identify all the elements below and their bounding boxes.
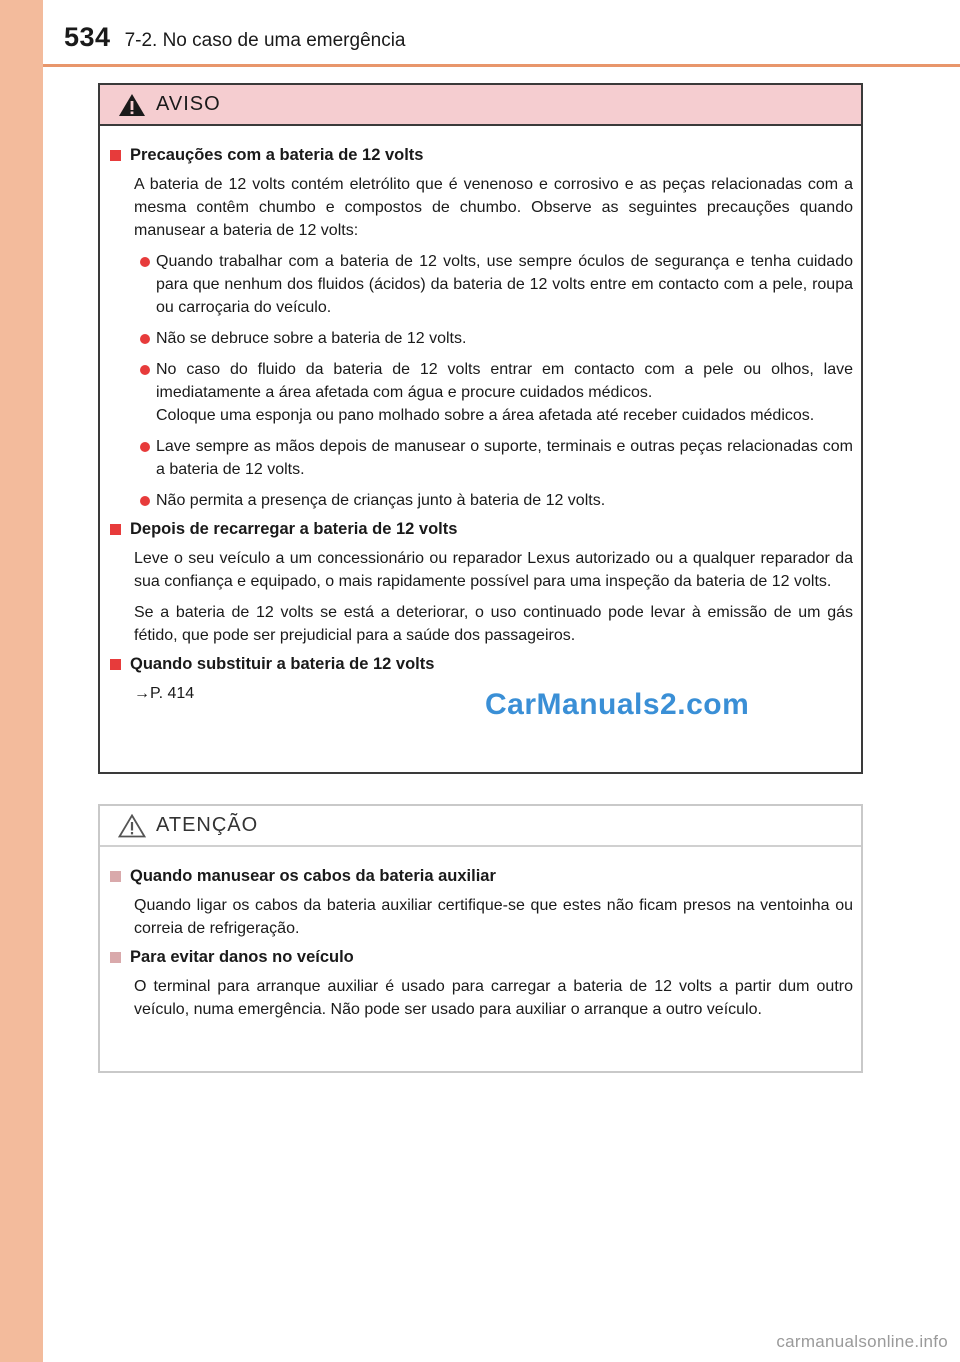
bullet-text: No caso do fluido da bateria de 12 volts entrar em contacto com a pele ou olhos, lave imediatamente a área afetada com água e procure cuidados médicos. (156, 361, 853, 401)
bullet-dot-icon (140, 496, 150, 506)
pink-square-icon (110, 952, 121, 963)
red-square-icon (110, 659, 121, 670)
section-heading (110, 867, 853, 886)
bullet-dot-icon (140, 442, 150, 452)
bullet-text: Não permita a presença de crianças junto à bateria de 12 volts. (156, 492, 606, 509)
bullet-text: Lave sempre as mãos depois de manusear o suporte, terminais e outras peças relacionadas com a bateria de 12 volts. (156, 438, 853, 478)
bullet-dot-icon (140, 334, 150, 344)
page-header (64, 22, 406, 62)
section-heading (110, 948, 853, 967)
red-square-icon (110, 150, 121, 161)
section-heading (110, 146, 853, 165)
list-item (140, 327, 853, 350)
section-title: 7-2. No caso de uma emergência (124, 30, 406, 51)
list-item (140, 250, 853, 319)
section-heading-text: Quando substituir a bateria de 12 volts (130, 655, 435, 673)
warning-triangle-icon (118, 93, 146, 117)
section-paragraph: Se a bateria de 12 volts se está a deteriorar, o uso continuado pode levar à emissão de um gás fétido, que pode ser prejudicial para a saúde dos passageiros. (134, 604, 853, 644)
list-item (140, 435, 853, 481)
bullet-extra-text: Coloque uma esponja ou pano molhado sobre a área afetada até receber cuidados médicos. (156, 407, 815, 424)
center-watermark: CarManuals2.com (485, 688, 750, 721)
page-number: 534 (64, 22, 111, 52)
page-reference-link[interactable]: →P. 414 (134, 685, 195, 702)
section-heading-text: Quando manusear os cabos da bateria auxiliar (130, 867, 496, 885)
caution-box-body (100, 847, 861, 1021)
red-square-icon (110, 524, 121, 535)
section-heading (110, 655, 853, 674)
list-item (140, 358, 853, 427)
warning-box-header (100, 85, 861, 126)
section-paragraph: O terminal para arranque auxiliar é usado para carregar a bateria de 12 volts a partir dum outro veículo, numa emergência. Não pode ser usado para auxiliar o arranque a outro veículo. (134, 978, 853, 1018)
warning-box (98, 83, 863, 774)
header-rule (43, 64, 960, 67)
section-heading-text: Depois de recarregar a bateria de 12 volts (130, 520, 458, 538)
section-paragraph: Quando ligar os cabos da bateria auxiliar certifique-se que estes não ficam presos na ventoinha ou correia de refrigeração. (134, 897, 853, 937)
caution-box-header (100, 806, 861, 847)
list-item (140, 489, 853, 512)
bullet-text: Não se debruce sobre a bateria de 12 volts. (156, 330, 467, 347)
side-color-strip (0, 0, 43, 1362)
caution-triangle-icon (118, 814, 146, 838)
bullet-dot-icon (140, 365, 150, 375)
section-intro: A bateria de 12 volts contém eletrólito que é venenoso e corrosivo e as peças relacionadas com a mesma contêm chumbo e compostos de chumbo. Observe as seguintes precauções quando manusear a bateria de 12 volts: (134, 176, 853, 239)
caution-box-title: ATENÇÃO (156, 814, 259, 836)
section-heading-text: Precauções com a bateria de 12 volts (130, 146, 424, 164)
warning-box-body (100, 126, 861, 705)
warning-box-title: AVISO (156, 93, 221, 115)
pink-square-icon (110, 871, 121, 882)
caution-box (98, 804, 863, 1073)
section-heading (110, 520, 853, 539)
bullet-dot-icon (140, 257, 150, 267)
footer-watermark: carmanualsonline.info (776, 1332, 948, 1351)
section-paragraph: Leve o seu veículo a um concessionário ou reparador Lexus autorizado ou a qualquer reparador da sua confiança e equipado, o mais rapidamente possível para uma inspeção da bateria de 12 volts. (134, 550, 853, 590)
section-heading-text: Para evitar danos no veículo (130, 948, 354, 966)
bullet-text: Quando trabalhar com a bateria de 12 volts, use sempre óculos de segurança e tenha cuidado para que nenhum dos fluidos (ácidos) da bateria de 12 volts entre em contacto com a pele, roupa ou carroçaria do veículo. (156, 253, 853, 316)
